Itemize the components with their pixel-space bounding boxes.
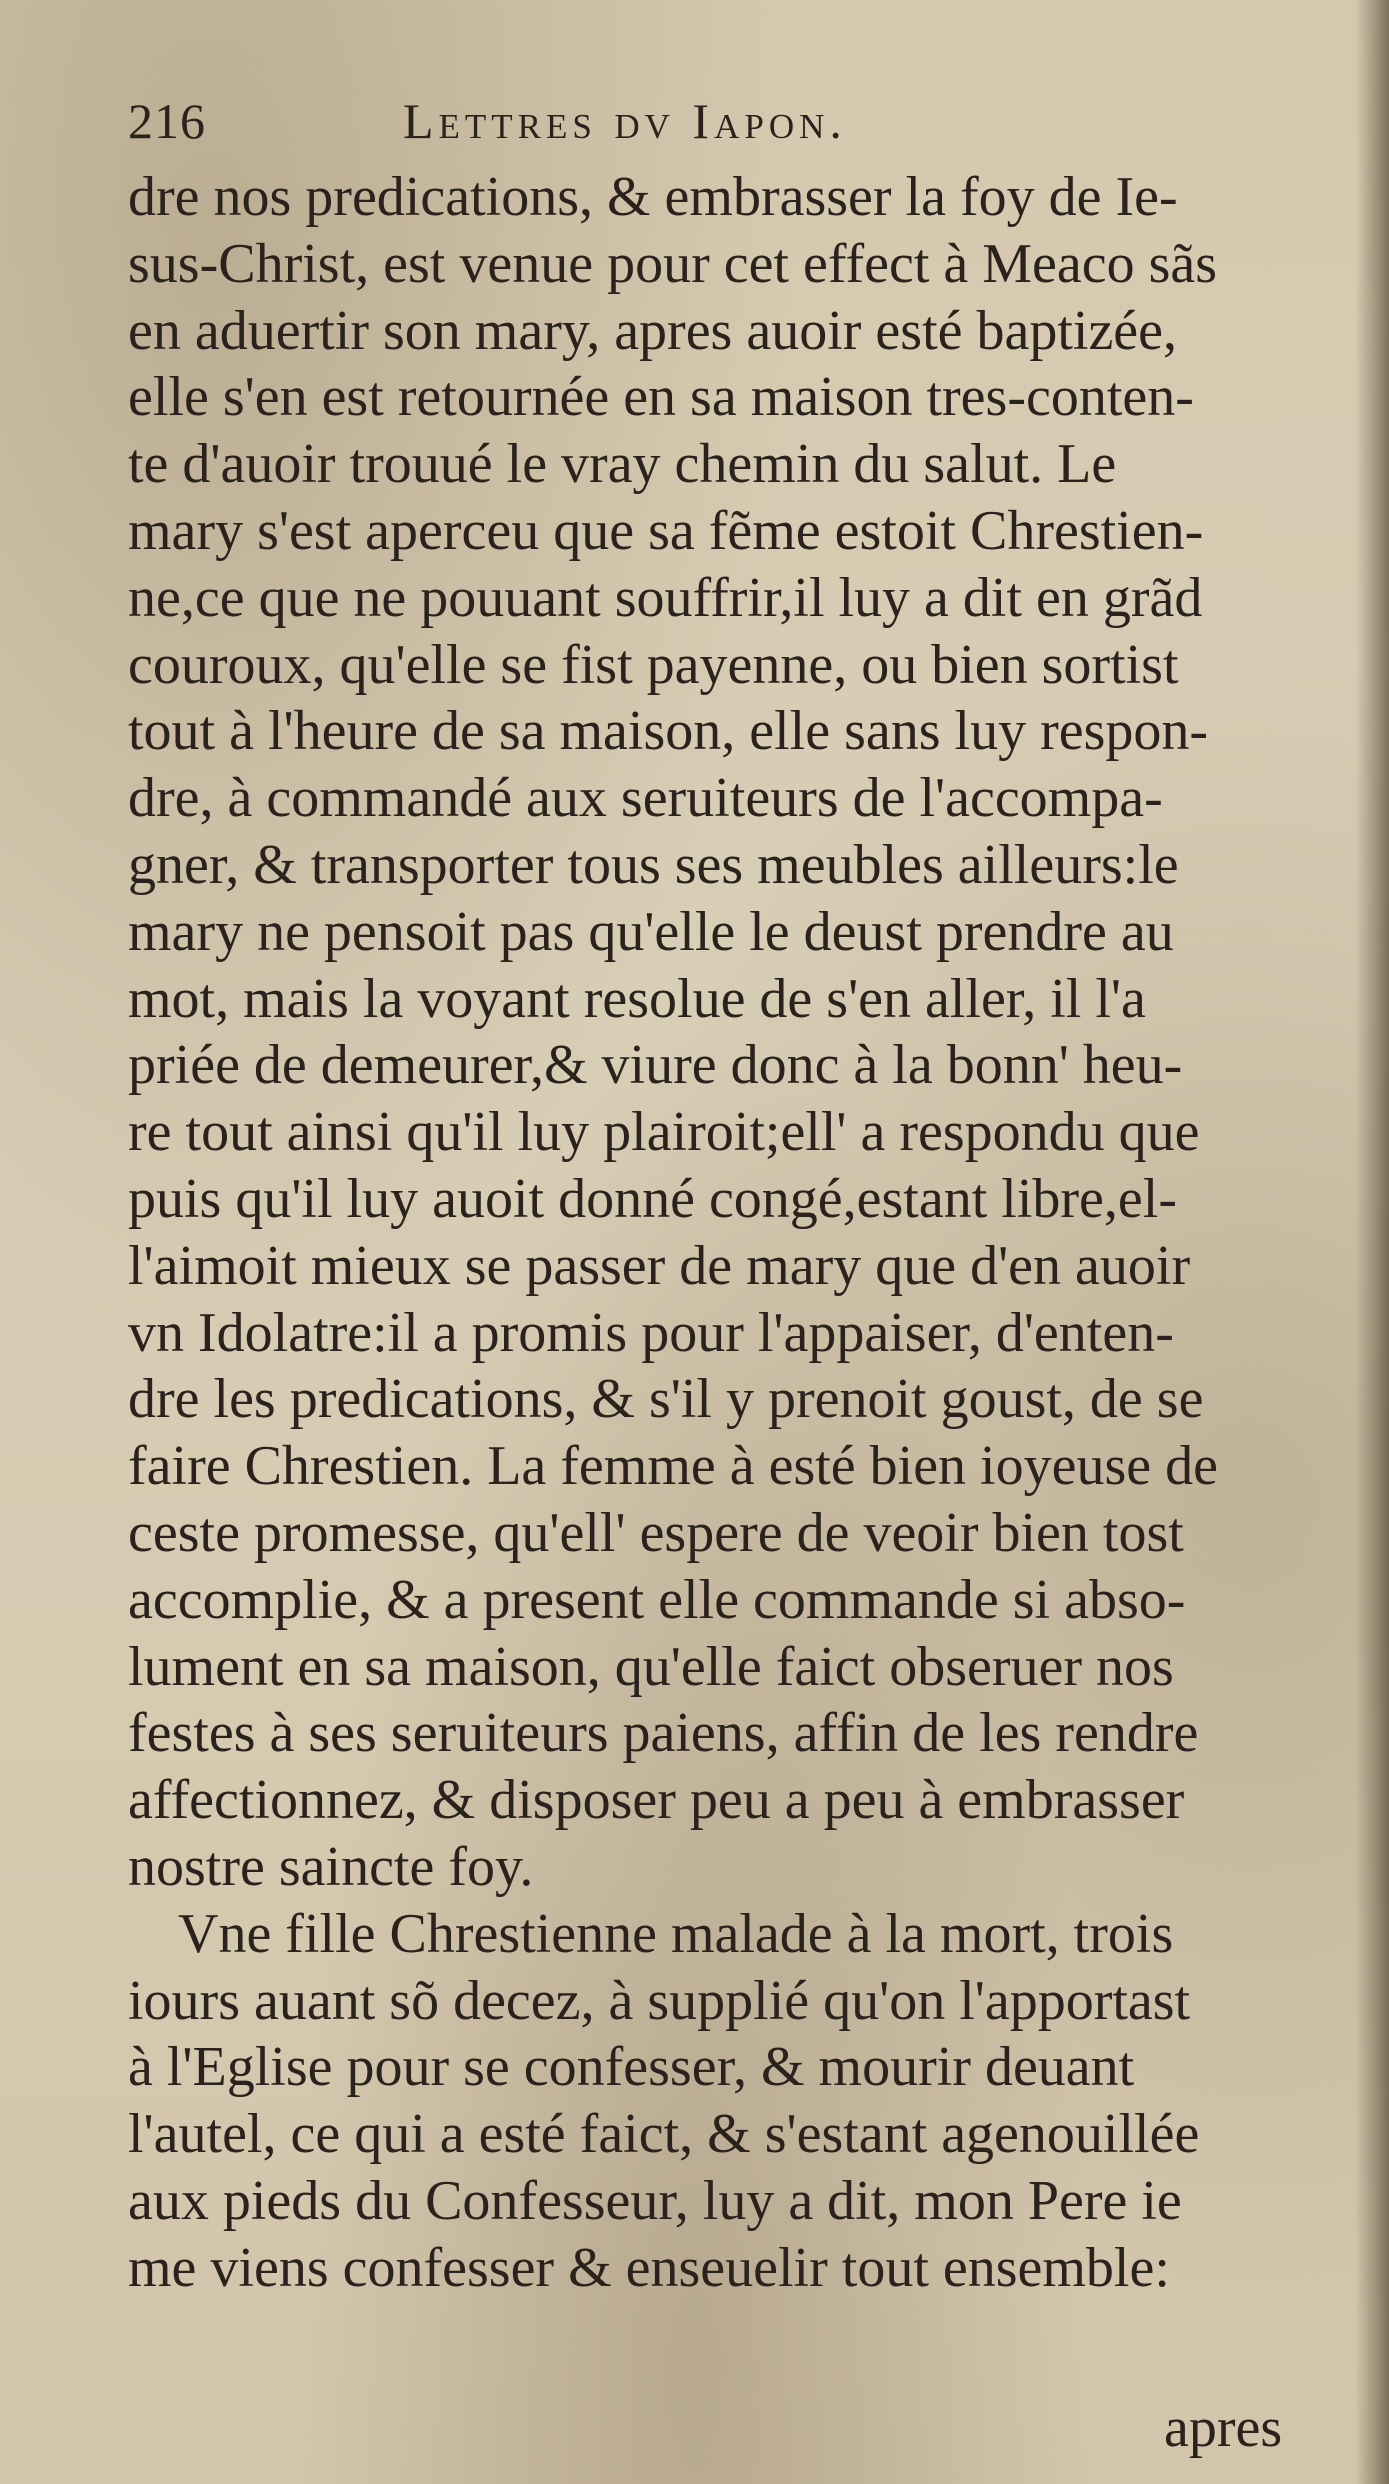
- text-line: affectionnez, & disposer peu a peu à embrasser: [128, 1769, 1185, 1832]
- text-line: faire Chrestien. La femme à esté bien ioyeuse de: [128, 1435, 1218, 1498]
- text-line: mot, mais la voyant resolue de s'en aller, il l'a: [128, 967, 1146, 1030]
- text-line: sus-Christ, est venue pour cet effect à Meaco sãs: [128, 232, 1218, 295]
- page-number: 216: [128, 93, 206, 149]
- text-line: priée de demeurer,& viure donc à la bonn' heu-: [128, 1034, 1183, 1097]
- text-line: dre nos predications, & embrasser la foy de Ie-: [128, 166, 1178, 228]
- page-edge-shadow: [1355, 0, 1389, 2484]
- text-line: iours auant sõ decez, à supplié qu'on l'apportast: [128, 1969, 1191, 2032]
- running-head: Lettres dv Iapon.: [403, 93, 847, 149]
- text-line: aux pieds du Confesseur, luy a dit, mon Pere ie: [128, 2169, 1182, 2232]
- text-line: l'aimoit mieux se passer de mary que d'en auoir: [128, 1234, 1191, 1297]
- body-text: [128, 164, 1358, 2302]
- text-line: à l'Eglise pour se confesser, & mourir deuant: [128, 2036, 1135, 2099]
- text-line: dre, à commandé aux seruiteurs de l'accompa-: [128, 767, 1163, 830]
- text-line: nostre saincte foy.: [128, 1835, 534, 1898]
- text-line: mary ne pensoit pas qu'elle le deust prendre au: [128, 900, 1174, 963]
- text-line: festes à ses seruiteurs paiens, affin de les rendre: [128, 1702, 1199, 1765]
- text-line: en aduertir son mary, apres auoir esté baptizée,: [128, 299, 1178, 362]
- text-line: dre les predications, & s'il y prenoit goust, de se: [128, 1368, 1204, 1431]
- text-line: gner, & transporter tous ses meubles ailleurs:le: [128, 833, 1179, 896]
- text-line: accomplie, & a present elle commande si abso-: [128, 1568, 1186, 1631]
- text-line: lument en sa maison, qu'elle faict obseruer nos: [128, 1635, 1174, 1698]
- text-line: couroux, qu'elle se fist payenne, ou bien sortist: [128, 633, 1179, 696]
- paragraph-start-line: Vne fille Chrestienne malade à la mort, trois: [178, 1902, 1174, 1965]
- text-line: te d'auoir trouué le vray chemin du salut. Le: [128, 433, 1117, 496]
- catchword: apres: [1164, 2397, 1283, 2459]
- text-line: me viens confesser & enseuelir tout ensemble:: [128, 2236, 1170, 2299]
- text-line: l'autel, ce qui a esté faict, & s'estant agenouillée: [128, 2103, 1200, 2166]
- text-line: re tout ainsi qu'il luy plairoit;ell' a respondu que: [128, 1101, 1200, 1164]
- text-line: ceste promesse, qu'ell' espere de veoir bien tost: [128, 1501, 1184, 1564]
- text-line: mary s'est aperceu que sa fẽme estoit Chrestien-: [128, 499, 1204, 562]
- text-line: elle s'en est retournée en sa maison tres-conten-: [128, 366, 1194, 429]
- text-line: ne,ce que ne pouuant souffrir,il luy a dit en grãd: [128, 566, 1203, 629]
- page-header: [128, 92, 1288, 172]
- text-line: vn Idolatre:il a promis pour l'appaiser, d'enten-: [128, 1301, 1174, 1364]
- text-line: tout à l'heure de sa maison, elle sans luy respon-: [128, 700, 1209, 763]
- text-line: puis qu'il luy auoit donné congé,estant libre,el-: [128, 1167, 1177, 1230]
